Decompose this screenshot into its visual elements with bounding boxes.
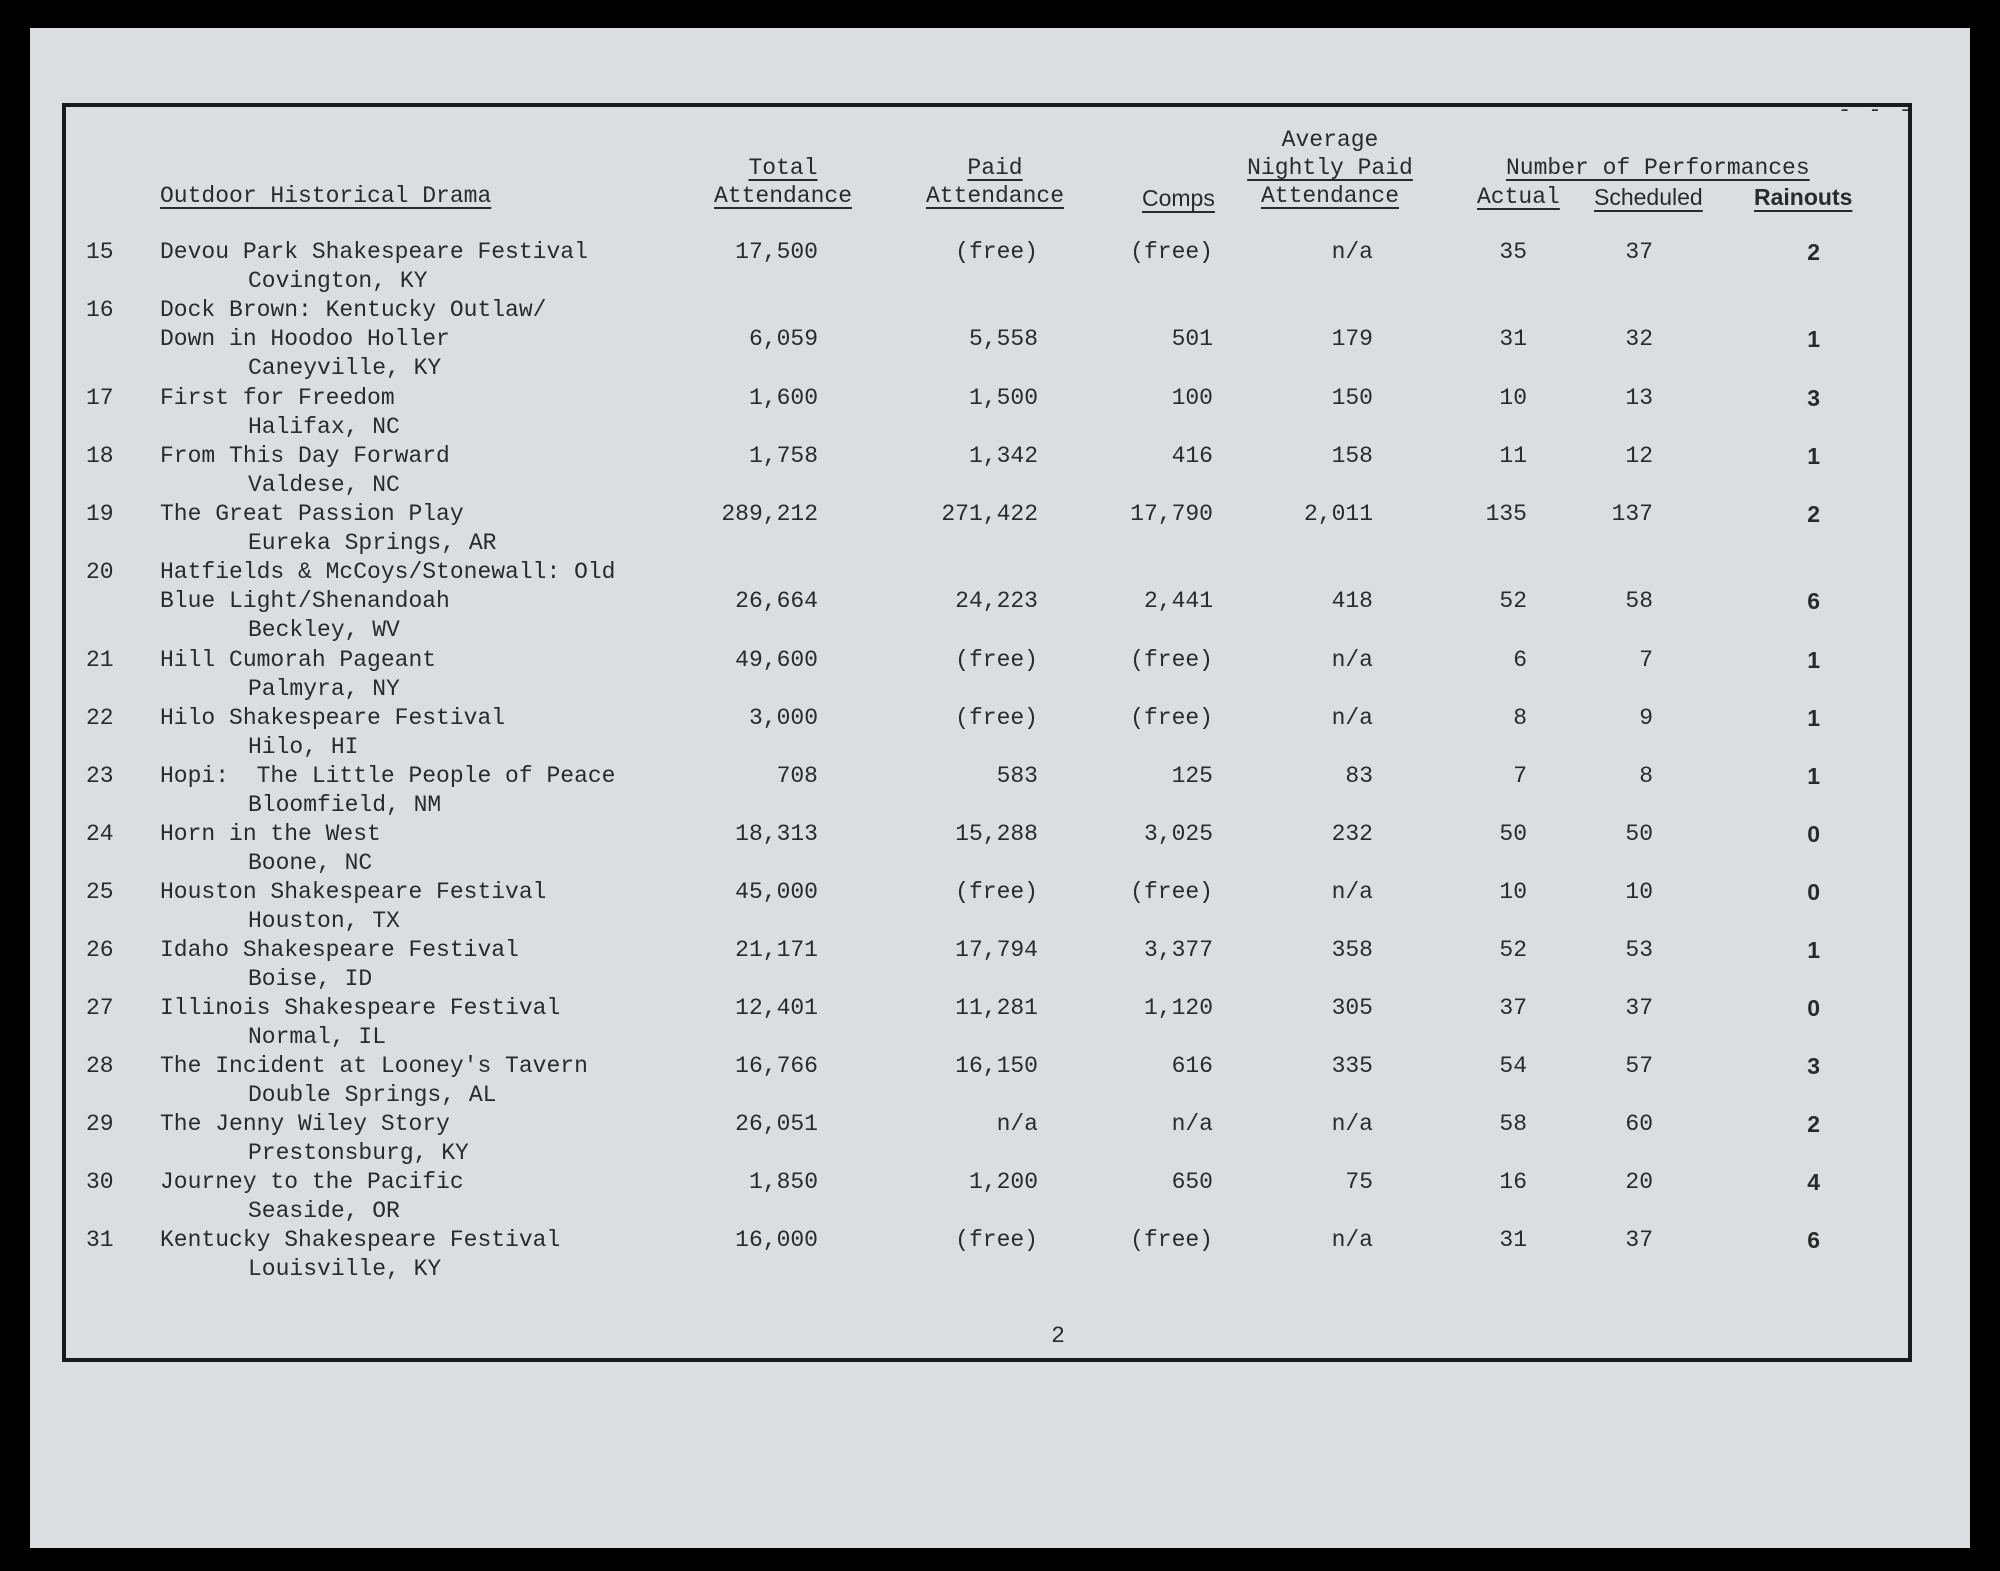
avg-nightly-paid-cell: 179	[1331, 326, 1373, 352]
scheduled-performances-cell: 37	[1625, 239, 1653, 265]
avg-nightly-paid-cell: n/a	[1331, 239, 1373, 265]
drama-name: Hopi: The Little People of Peace	[160, 763, 616, 789]
total-attendance-cell: 6,059	[748, 326, 818, 352]
paid-attendance-cell: 1,500	[968, 385, 1038, 411]
actual-performances-cell: 35	[1499, 239, 1527, 265]
drama-location: Seaside, OR	[248, 1198, 400, 1224]
actual-performances-cell: 6	[1513, 647, 1527, 673]
scheduled-performances-cell: 37	[1625, 995, 1653, 1021]
header-scheduled: Scheduled	[1594, 184, 1703, 210]
drama-name: Blue Light/Shenandoah	[160, 588, 450, 614]
comps-cell: 416	[1171, 443, 1213, 469]
comps-cell: 2,441	[1143, 588, 1213, 614]
total-attendance-cell: 12,401	[735, 995, 818, 1021]
paid-attendance-cell: (free)	[955, 647, 1038, 673]
corner-mark: - - -	[1838, 98, 1915, 123]
scheduled-performances-cell: 50	[1625, 821, 1653, 847]
avg-nightly-paid-cell: 150	[1331, 385, 1373, 411]
comps-cell: (free)	[1130, 1227, 1213, 1253]
total-attendance-cell: 1,758	[748, 443, 818, 469]
header-paid-line1: Paid	[967, 155, 1023, 181]
row-number: 25	[86, 879, 114, 905]
row-number: 15	[86, 239, 114, 265]
paid-attendance-cell: 24,223	[955, 588, 1038, 614]
drama-location: Boone, NC	[248, 850, 373, 876]
paid-attendance-cell: 16,150	[955, 1053, 1038, 1079]
scheduled-performances-cell: 53	[1625, 937, 1653, 963]
row-number: 23	[86, 763, 114, 789]
drama-location: Normal, IL	[248, 1024, 387, 1050]
drama-name: The Jenny Wiley Story	[160, 1111, 450, 1137]
actual-performances-cell: 16	[1499, 1169, 1527, 1195]
drama-location: Covington, KY	[248, 268, 428, 294]
paid-attendance-cell: 1,342	[968, 443, 1038, 469]
avg-nightly-paid-cell: 232	[1331, 821, 1373, 847]
header-avg	[1247, 126, 1413, 210]
rainouts-cell: 6	[1807, 588, 1820, 614]
header-rainouts: Rainouts	[1754, 184, 1853, 210]
comps-cell: 3,025	[1143, 821, 1213, 847]
drama-name: Hilo Shakespeare Festival	[160, 705, 506, 731]
paid-attendance-cell: (free)	[955, 1227, 1038, 1253]
drama-name: Idaho Shakespeare Festival	[160, 937, 519, 963]
total-attendance-cell: 18,313	[735, 821, 818, 847]
header-performances: Number of Performances	[1506, 155, 1810, 181]
drama-location: Houston, TX	[248, 908, 400, 934]
header-avg-line1: Average	[1281, 127, 1379, 153]
paid-attendance-cell: 11,281	[955, 995, 1038, 1021]
rainouts-cell: 4	[1807, 1169, 1820, 1195]
scheduled-performances-cell: 13	[1625, 385, 1653, 411]
drama-name: Dock Brown: Kentucky Outlaw/	[160, 297, 547, 323]
avg-nightly-paid-cell: 83	[1345, 763, 1373, 789]
header-comps: Comps	[1142, 185, 1215, 211]
drama-location: Beckley, WV	[248, 617, 400, 643]
scheduled-performances-cell: 9	[1639, 705, 1653, 731]
drama-location: Hilo, HI	[248, 734, 359, 760]
scheduled-performances-cell: 58	[1625, 588, 1653, 614]
scheduled-performances-cell: 32	[1625, 326, 1653, 352]
header-avg-line3: Attendance	[1260, 183, 1400, 209]
comps-cell: n/a	[1171, 1111, 1213, 1137]
scheduled-performances-cell: 37	[1625, 1227, 1653, 1253]
drama-location: Boise, ID	[248, 966, 373, 992]
drama-name: First for Freedom	[160, 385, 395, 411]
header-total	[714, 154, 852, 210]
total-attendance-cell: 17,500	[735, 239, 818, 265]
comps-cell: 100	[1171, 385, 1213, 411]
drama-name: Houston Shakespeare Festival	[160, 879, 547, 905]
paid-attendance-cell: 15,288	[955, 821, 1038, 847]
rainouts-cell: 1	[1807, 763, 1820, 789]
rainouts-cell: 1	[1807, 705, 1820, 731]
actual-performances-cell: 10	[1499, 385, 1527, 411]
comps-cell: (free)	[1130, 705, 1213, 731]
drama-name: Horn in the West	[160, 821, 381, 847]
actual-performances-cell: 8	[1513, 705, 1527, 731]
rainouts-cell: 2	[1807, 239, 1820, 265]
paid-attendance-cell: 271,422	[941, 501, 1038, 527]
rainouts-cell: 1	[1807, 326, 1820, 352]
paid-attendance-cell: 17,794	[955, 937, 1038, 963]
drama-name: The Great Passion Play	[160, 501, 464, 527]
header-paid-line2: Attendance	[925, 183, 1065, 209]
total-attendance-cell: 26,664	[735, 588, 818, 614]
actual-performances-cell: 52	[1499, 588, 1527, 614]
row-number: 18	[86, 443, 114, 469]
drama-name: Down in Hoodoo Holler	[160, 326, 450, 352]
rainouts-cell: 3	[1807, 1053, 1820, 1079]
rainouts-cell: 1	[1807, 937, 1820, 963]
header-actual: Actual	[1477, 184, 1560, 210]
page-number: 2	[1051, 1323, 1065, 1349]
row-number: 17	[86, 385, 114, 411]
actual-performances-cell: 37	[1499, 995, 1527, 1021]
actual-performances-cell: 135	[1485, 501, 1527, 527]
scheduled-performances-cell: 8	[1639, 763, 1653, 789]
comps-cell: 616	[1171, 1053, 1213, 1079]
scheduled-performances-cell: 60	[1625, 1111, 1653, 1137]
total-attendance-cell: 1,600	[748, 385, 818, 411]
row-number: 22	[86, 705, 114, 731]
paid-attendance-cell: (free)	[955, 705, 1038, 731]
comps-cell: (free)	[1130, 879, 1213, 905]
actual-performances-cell: 50	[1499, 821, 1527, 847]
drama-name: The Incident at Looney's Tavern	[160, 1053, 588, 1079]
drama-location: Caneyville, KY	[248, 355, 442, 381]
avg-nightly-paid-cell: 335	[1331, 1053, 1373, 1079]
drama-name: Devou Park Shakespeare Festival	[160, 239, 588, 265]
actual-performances-cell: 10	[1499, 879, 1527, 905]
total-attendance-cell: 45,000	[735, 879, 818, 905]
comps-cell: (free)	[1130, 647, 1213, 673]
row-number: 26	[86, 937, 114, 963]
total-attendance-cell: 16,000	[735, 1227, 818, 1253]
avg-nightly-paid-cell: n/a	[1331, 1111, 1373, 1137]
drama-location: Halifax, NC	[248, 414, 400, 440]
paid-attendance-cell: 583	[996, 763, 1038, 789]
avg-nightly-paid-cell: 158	[1331, 443, 1373, 469]
comps-cell: 1,120	[1143, 995, 1213, 1021]
avg-nightly-paid-cell: 305	[1331, 995, 1373, 1021]
drama-name: Illinois Shakespeare Festival	[160, 995, 561, 1021]
rainouts-cell: 2	[1807, 501, 1820, 527]
actual-performances-cell: 7	[1513, 763, 1527, 789]
avg-nightly-paid-cell: n/a	[1331, 1227, 1373, 1253]
drama-location: Double Springs, AL	[248, 1082, 497, 1108]
avg-nightly-paid-cell: n/a	[1331, 705, 1373, 731]
avg-nightly-paid-cell: 418	[1331, 588, 1373, 614]
comps-cell: 17,790	[1130, 501, 1213, 527]
comps-cell: 125	[1171, 763, 1213, 789]
header-total-line1: Total	[748, 155, 818, 181]
paid-attendance-cell: 1,200	[968, 1169, 1038, 1195]
actual-performances-cell: 31	[1499, 1227, 1527, 1253]
paid-attendance-cell: 5,558	[968, 326, 1038, 352]
avg-nightly-paid-cell: 75	[1345, 1169, 1373, 1195]
total-attendance-cell: 708	[776, 763, 818, 789]
total-attendance-cell: 289,212	[721, 501, 818, 527]
scheduled-performances-cell: 57	[1625, 1053, 1653, 1079]
paid-attendance-cell: (free)	[955, 239, 1038, 265]
rainouts-cell: 0	[1807, 995, 1820, 1021]
total-attendance-cell: 49,600	[735, 647, 818, 673]
comps-cell: 650	[1171, 1169, 1213, 1195]
drama-name: Hill Cumorah Pageant	[160, 647, 437, 673]
row-number: 27	[86, 995, 114, 1021]
comps-cell: 3,377	[1143, 937, 1213, 963]
rainouts-cell: 1	[1807, 443, 1820, 469]
total-attendance-cell: 1,850	[748, 1169, 818, 1195]
scheduled-performances-cell: 12	[1625, 443, 1653, 469]
total-attendance-cell: 26,051	[735, 1111, 818, 1137]
drama-location: Palmyra, NY	[248, 676, 400, 702]
row-number: 24	[86, 821, 114, 847]
scheduled-performances-cell: 137	[1611, 501, 1653, 527]
row-number: 28	[86, 1053, 114, 1079]
avg-nightly-paid-cell: 358	[1331, 937, 1373, 963]
drama-location: Valdese, NC	[248, 472, 400, 498]
actual-performances-cell: 58	[1499, 1111, 1527, 1137]
rainouts-cell: 0	[1807, 821, 1820, 847]
avg-nightly-paid-cell: n/a	[1331, 879, 1373, 905]
comps-cell: (free)	[1130, 239, 1213, 265]
row-number: 29	[86, 1111, 114, 1137]
row-number: 19	[86, 501, 114, 527]
rainouts-cell: 3	[1807, 385, 1820, 411]
scheduled-performances-cell: 20	[1625, 1169, 1653, 1195]
total-attendance-cell: 3,000	[748, 705, 818, 731]
drama-location: Eureka Springs, AR	[248, 530, 497, 556]
total-attendance-cell: 16,766	[735, 1053, 818, 1079]
rainouts-cell: 1	[1807, 647, 1820, 673]
actual-performances-cell: 11	[1499, 443, 1527, 469]
header-paid	[926, 154, 1064, 210]
actual-performances-cell: 54	[1499, 1053, 1527, 1079]
paid-attendance-cell: (free)	[955, 879, 1038, 905]
drama-name: Kentucky Shakespeare Festival	[160, 1227, 561, 1253]
avg-nightly-paid-cell: n/a	[1331, 647, 1373, 673]
drama-name: Journey to the Pacific	[160, 1169, 464, 1195]
scheduled-performances-cell: 7	[1639, 647, 1653, 673]
row-number: 20	[86, 559, 114, 585]
drama-name: Hatfields & McCoys/Stonewall: Old	[160, 559, 616, 585]
total-attendance-cell: 21,171	[735, 937, 818, 963]
row-number: 16	[86, 297, 114, 323]
drama-name: From This Day Forward	[160, 443, 450, 469]
row-number: 31	[86, 1227, 114, 1253]
drama-location: Bloomfield, NM	[248, 792, 442, 818]
avg-nightly-paid-cell: 2,011	[1303, 501, 1373, 527]
row-number: 21	[86, 647, 114, 673]
rainouts-cell: 6	[1807, 1227, 1820, 1253]
scheduled-performances-cell: 10	[1625, 879, 1653, 905]
header-drama: Outdoor Historical Drama	[160, 183, 492, 209]
comps-cell: 501	[1171, 326, 1213, 352]
drama-location: Prestonsburg, KY	[248, 1140, 469, 1166]
drama-location: Louisville, KY	[248, 1256, 442, 1282]
row-number: 30	[86, 1169, 114, 1195]
rainouts-cell: 0	[1807, 879, 1820, 905]
actual-performances-cell: 52	[1499, 937, 1527, 963]
header-total-line2: Attendance	[713, 183, 853, 209]
actual-performances-cell: 31	[1499, 326, 1527, 352]
paid-attendance-cell: n/a	[996, 1111, 1038, 1137]
rainouts-cell: 2	[1807, 1111, 1820, 1137]
header-avg-line2: Nightly Paid	[1247, 155, 1413, 181]
